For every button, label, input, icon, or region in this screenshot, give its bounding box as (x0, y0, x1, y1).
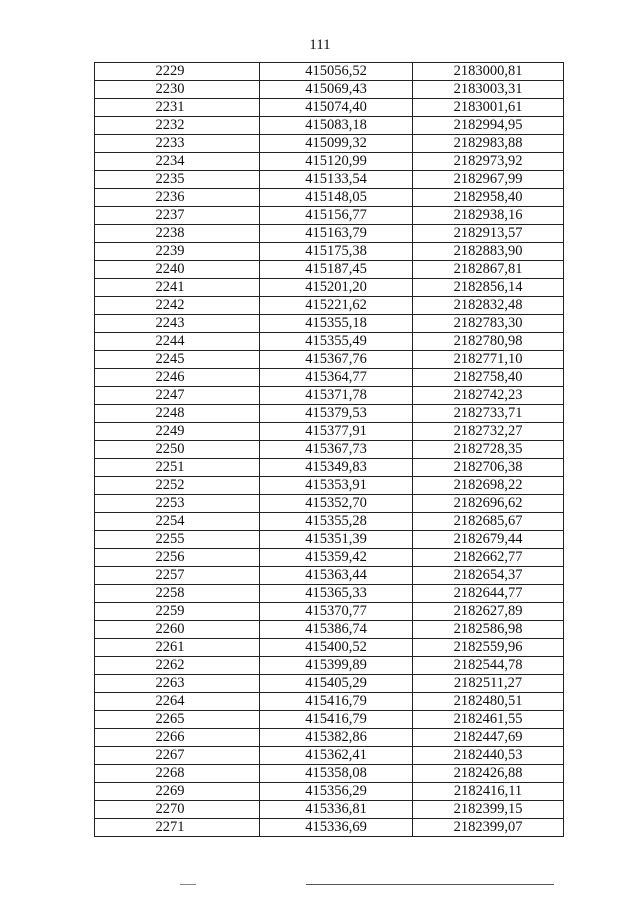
y-coordinate-cell: 2182973,92 (413, 153, 564, 171)
point-number-cell: 2263 (95, 675, 260, 693)
table-row (95, 99, 564, 117)
y-coordinate-cell: 2182856,14 (413, 279, 564, 297)
x-coordinate-cell: 415405,29 (260, 675, 413, 693)
table-row (95, 117, 564, 135)
table-row (95, 549, 564, 567)
table-row (95, 747, 564, 765)
point-number-cell: 2271 (95, 819, 260, 837)
point-number-cell: 2256 (95, 549, 260, 567)
table-row (95, 207, 564, 225)
x-coordinate-cell: 415355,28 (260, 513, 413, 531)
table-row (95, 819, 564, 837)
y-coordinate-cell: 2182938,16 (413, 207, 564, 225)
point-number-cell: 2260 (95, 621, 260, 639)
y-coordinate-cell: 2182742,23 (413, 387, 564, 405)
point-number-cell: 2266 (95, 729, 260, 747)
x-coordinate-cell: 415371,78 (260, 387, 413, 405)
table-row (95, 63, 564, 81)
y-coordinate-cell: 2182544,78 (413, 657, 564, 675)
point-number-cell: 2257 (95, 567, 260, 585)
point-number-cell: 2231 (95, 99, 260, 117)
point-number-cell: 2239 (95, 243, 260, 261)
point-number-cell: 2252 (95, 477, 260, 495)
point-number-cell: 2267 (95, 747, 260, 765)
point-number-cell: 2253 (95, 495, 260, 513)
y-coordinate-cell: 2182399,15 (413, 801, 564, 819)
point-number-cell: 2265 (95, 711, 260, 729)
y-coordinate-cell: 2182461,55 (413, 711, 564, 729)
point-number-cell: 2244 (95, 333, 260, 351)
x-coordinate-cell: 415133,54 (260, 171, 413, 189)
point-number-cell: 2243 (95, 315, 260, 333)
table-row (95, 567, 564, 585)
y-coordinate-cell: 2182586,98 (413, 621, 564, 639)
x-coordinate-cell: 415336,81 (260, 801, 413, 819)
x-coordinate-cell: 415377,91 (260, 423, 413, 441)
coordinates-table (94, 62, 564, 837)
x-coordinate-cell: 415056,52 (260, 63, 413, 81)
point-number-cell: 2247 (95, 387, 260, 405)
point-number-cell: 2270 (95, 801, 260, 819)
point-number-cell: 2242 (95, 297, 260, 315)
point-number-cell: 2246 (95, 369, 260, 387)
table-row (95, 657, 564, 675)
x-coordinate-cell: 415201,20 (260, 279, 413, 297)
x-coordinate-cell: 415351,39 (260, 531, 413, 549)
y-coordinate-cell: 2182913,57 (413, 225, 564, 243)
table-row (95, 531, 564, 549)
x-coordinate-cell: 415386,74 (260, 621, 413, 639)
y-coordinate-cell: 2182426,88 (413, 765, 564, 783)
y-coordinate-cell: 2182662,77 (413, 549, 564, 567)
x-coordinate-cell: 415367,73 (260, 441, 413, 459)
x-coordinate-cell: 415364,77 (260, 369, 413, 387)
point-number-cell: 2264 (95, 693, 260, 711)
y-coordinate-cell: 2182416,11 (413, 783, 564, 801)
point-number-cell: 2254 (95, 513, 260, 531)
y-coordinate-cell: 2183000,81 (413, 63, 564, 81)
table-row (95, 333, 564, 351)
point-number-cell: 2269 (95, 783, 260, 801)
x-coordinate-cell: 415355,18 (260, 315, 413, 333)
x-coordinate-cell: 415416,79 (260, 693, 413, 711)
y-coordinate-cell: 2182399,07 (413, 819, 564, 837)
x-coordinate-cell: 415363,44 (260, 567, 413, 585)
table-row (95, 729, 564, 747)
point-number-cell: 2248 (95, 405, 260, 423)
x-coordinate-cell: 415365,33 (260, 585, 413, 603)
x-coordinate-cell: 415379,53 (260, 405, 413, 423)
table-row (95, 81, 564, 99)
x-coordinate-cell: 415400,52 (260, 639, 413, 657)
point-number-cell: 2229 (95, 63, 260, 81)
table-row (95, 423, 564, 441)
table-row (95, 153, 564, 171)
y-coordinate-cell: 2182867,81 (413, 261, 564, 279)
table-row (95, 189, 564, 207)
y-coordinate-cell: 2182958,40 (413, 189, 564, 207)
y-coordinate-cell: 2182780,98 (413, 333, 564, 351)
x-coordinate-cell: 415356,29 (260, 783, 413, 801)
y-coordinate-cell: 2182758,40 (413, 369, 564, 387)
point-number-cell: 2251 (95, 459, 260, 477)
y-coordinate-cell: 2182733,71 (413, 405, 564, 423)
point-number-cell: 2268 (95, 765, 260, 783)
y-coordinate-cell: 2182967,99 (413, 171, 564, 189)
point-number-cell: 2235 (95, 171, 260, 189)
x-coordinate-cell: 415416,79 (260, 711, 413, 729)
point-number-cell: 2241 (95, 279, 260, 297)
x-coordinate-cell: 415358,08 (260, 765, 413, 783)
table-row (95, 387, 564, 405)
point-number-cell: 2249 (95, 423, 260, 441)
point-number-cell: 2236 (95, 189, 260, 207)
x-coordinate-cell: 415352,70 (260, 495, 413, 513)
table-row (95, 603, 564, 621)
point-number-cell: 2232 (95, 117, 260, 135)
footer-mark (180, 884, 196, 885)
x-coordinate-cell: 415175,38 (260, 243, 413, 261)
table-row (95, 495, 564, 513)
table-row (95, 801, 564, 819)
x-coordinate-cell: 415083,18 (260, 117, 413, 135)
table-row (95, 261, 564, 279)
table-row (95, 135, 564, 153)
point-number-cell: 2245 (95, 351, 260, 369)
table-row (95, 405, 564, 423)
table-row (95, 711, 564, 729)
y-coordinate-cell: 2182480,51 (413, 693, 564, 711)
y-coordinate-cell: 2182627,89 (413, 603, 564, 621)
page-number: 111 (309, 37, 331, 53)
coordinates-table-body (95, 63, 564, 837)
point-number-cell: 2237 (95, 207, 260, 225)
y-coordinate-cell: 2182447,69 (413, 729, 564, 747)
point-number-cell: 2262 (95, 657, 260, 675)
x-coordinate-cell: 415099,32 (260, 135, 413, 153)
table-row (95, 513, 564, 531)
y-coordinate-cell: 2182679,44 (413, 531, 564, 549)
y-coordinate-cell: 2182440,53 (413, 747, 564, 765)
x-coordinate-cell: 415120,99 (260, 153, 413, 171)
y-coordinate-cell: 2182883,90 (413, 243, 564, 261)
point-number-cell: 2234 (95, 153, 260, 171)
table-row (95, 621, 564, 639)
y-coordinate-cell: 2183001,61 (413, 99, 564, 117)
point-number-cell: 2255 (95, 531, 260, 549)
table-row (95, 693, 564, 711)
y-coordinate-cell: 2182511,27 (413, 675, 564, 693)
y-coordinate-cell: 2182994,95 (413, 117, 564, 135)
x-coordinate-cell: 415148,05 (260, 189, 413, 207)
y-coordinate-cell: 2182559,96 (413, 639, 564, 657)
table-row (95, 441, 564, 459)
point-number-cell: 2258 (95, 585, 260, 603)
point-number-cell: 2261 (95, 639, 260, 657)
x-coordinate-cell: 415163,79 (260, 225, 413, 243)
y-coordinate-cell: 2183003,31 (413, 81, 564, 99)
y-coordinate-cell: 2182644,77 (413, 585, 564, 603)
y-coordinate-cell: 2182698,22 (413, 477, 564, 495)
point-number-cell: 2240 (95, 261, 260, 279)
y-coordinate-cell: 2182706,38 (413, 459, 564, 477)
x-coordinate-cell: 415359,42 (260, 549, 413, 567)
x-coordinate-cell: 415336,69 (260, 819, 413, 837)
table-row (95, 459, 564, 477)
x-coordinate-cell: 415353,91 (260, 477, 413, 495)
table-row (95, 315, 564, 333)
x-coordinate-cell: 415370,77 (260, 603, 413, 621)
y-coordinate-cell: 2182696,62 (413, 495, 564, 513)
table-row (95, 279, 564, 297)
x-coordinate-cell: 415074,40 (260, 99, 413, 117)
y-coordinate-cell: 2182654,37 (413, 567, 564, 585)
x-coordinate-cell: 415156,77 (260, 207, 413, 225)
table-row (95, 351, 564, 369)
table-row (95, 675, 564, 693)
x-coordinate-cell: 415355,49 (260, 333, 413, 351)
y-coordinate-cell: 2182685,67 (413, 513, 564, 531)
x-coordinate-cell: 415382,86 (260, 729, 413, 747)
table-row (95, 585, 564, 603)
footer-rule (306, 884, 554, 885)
y-coordinate-cell: 2182732,27 (413, 423, 564, 441)
table-row (95, 477, 564, 495)
x-coordinate-cell: 415187,45 (260, 261, 413, 279)
y-coordinate-cell: 2182983,88 (413, 135, 564, 153)
x-coordinate-cell: 415069,43 (260, 81, 413, 99)
table-row (95, 765, 564, 783)
point-number-cell: 2233 (95, 135, 260, 153)
y-coordinate-cell: 2182728,35 (413, 441, 564, 459)
table-row (95, 783, 564, 801)
table-row (95, 225, 564, 243)
table-row (95, 369, 564, 387)
x-coordinate-cell: 415367,76 (260, 351, 413, 369)
table-row (95, 297, 564, 315)
y-coordinate-cell: 2182832,48 (413, 297, 564, 315)
x-coordinate-cell: 415349,83 (260, 459, 413, 477)
point-number-cell: 2259 (95, 603, 260, 621)
point-number-cell: 2250 (95, 441, 260, 459)
table-row (95, 243, 564, 261)
x-coordinate-cell: 415399,89 (260, 657, 413, 675)
y-coordinate-cell: 2182771,10 (413, 351, 564, 369)
table-row (95, 639, 564, 657)
y-coordinate-cell: 2182783,30 (413, 315, 564, 333)
table-row (95, 171, 564, 189)
x-coordinate-cell: 415221,62 (260, 297, 413, 315)
x-coordinate-cell: 415362,41 (260, 747, 413, 765)
point-number-cell: 2230 (95, 81, 260, 99)
point-number-cell: 2238 (95, 225, 260, 243)
